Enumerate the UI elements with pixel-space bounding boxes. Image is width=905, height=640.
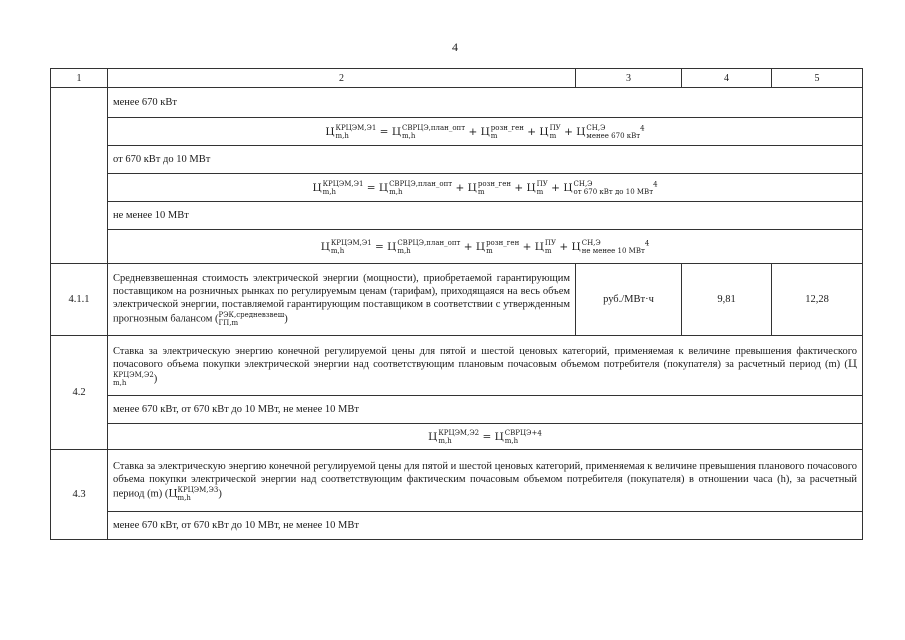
table-row [51, 512, 863, 540]
table-row [51, 450, 863, 512]
condition-cell: менее 670 кВт [108, 88, 863, 118]
column-header: 2 [108, 69, 576, 88]
table-row [51, 264, 863, 336]
description-cell: Ставка за электрическую энергию конечной регулируемой цены для пятой и шестой ценовых категорий, применяемая к величине превышения планового почасового объема покупки электрической энергии над соответствующим фактическим почасовым объемом потребителя (покупателя) в отношении часа (h), за расчетный период (m) (Ц КРЦЭМ,Э3 m,h ) [108, 450, 863, 512]
column-header: 1 [51, 69, 108, 88]
formula-cell: Ц КРЦЭМ,Э2 m,h = Ц СВРЦЭ+ m,h $^4$ [108, 424, 863, 450]
condition-cell: менее 670 кВт, от 670 кВт до 10 МВт, не менее 10 МВт [108, 396, 863, 424]
table-row [51, 174, 863, 202]
table-row [51, 230, 863, 264]
description-cell: Средневзвешенная стоимость электрической энергии (мощности), приобретаемой гарантирующим поставщиком на розничных рынках по регулируемым ценам (тарифам), приходящаяся на весь объем электрической энергии, поставляемой гарантирующим поставщиком в соответствии с утвержденным прогнозным балансом ( РЭК,средневзвеш ГП,m ) [108, 264, 576, 336]
formula-cell: Ц КРЦЭМ,Э1 m,h = Ц СВРЦЭ,план_опт m,h + Ц розн_ген m + Ц ПУ m + Ц СН,Э не менее 10 МВт $^4$ [108, 230, 863, 264]
column-header: 4 [682, 69, 772, 88]
unit-cell: руб./МВт·ч [576, 264, 682, 336]
table-row [51, 88, 863, 118]
column-header: 3 [576, 69, 682, 88]
description-cell: Ставка за электрическую энергию конечной регулируемой цены для пятой и шестой ценовых категорий, применяемая к величине превышения фактического почасового объема покупки электрической энергии над соответствующим плановым почасовым объемом потребителя (покупателя) за расчетный период (m) (Ц КРЦЭМ,Э2 m,h ) [108, 336, 863, 396]
table-row [51, 118, 863, 146]
row-number: 4.1.1 [51, 264, 108, 336]
column-header: 5 [772, 69, 863, 88]
table-row [51, 424, 863, 450]
condition-cell: не менее 10 МВт [108, 202, 863, 230]
value-cell: 9,81 [682, 264, 772, 336]
tariff-table [50, 68, 863, 540]
row-number: 4.3 [51, 450, 108, 540]
condition-cell: от 670 кВт до 10 МВт [108, 146, 863, 174]
page-number: 4 [452, 40, 458, 54]
table-row [51, 146, 863, 174]
row-number: 4.2 [51, 336, 108, 450]
formula-cell: Ц КРЦЭМ,Э1 m,h = Ц СВРЦЭ,план_опт m,h + Ц розн_ген m + Ц ПУ m + Ц СН,Э менее 670 кВт $^4$ [108, 118, 863, 146]
table-row [51, 396, 863, 424]
table-header-row [51, 69, 863, 88]
value-cell: 12,28 [772, 264, 863, 336]
row-number-cell [51, 88, 108, 264]
table-row [51, 202, 863, 230]
formula-cell: Ц КРЦЭМ,Э1 m,h = Ц СВРЦЭ,план_опт m,h + Ц розн_ген m + Ц ПУ m + Ц СН,Э от 670 кВт до 10 МВт $^4$ [108, 174, 863, 202]
condition-cell: менее 670 кВт, от 670 кВт до 10 МВт, не менее 10 МВт [108, 512, 863, 540]
table-row [51, 336, 863, 396]
